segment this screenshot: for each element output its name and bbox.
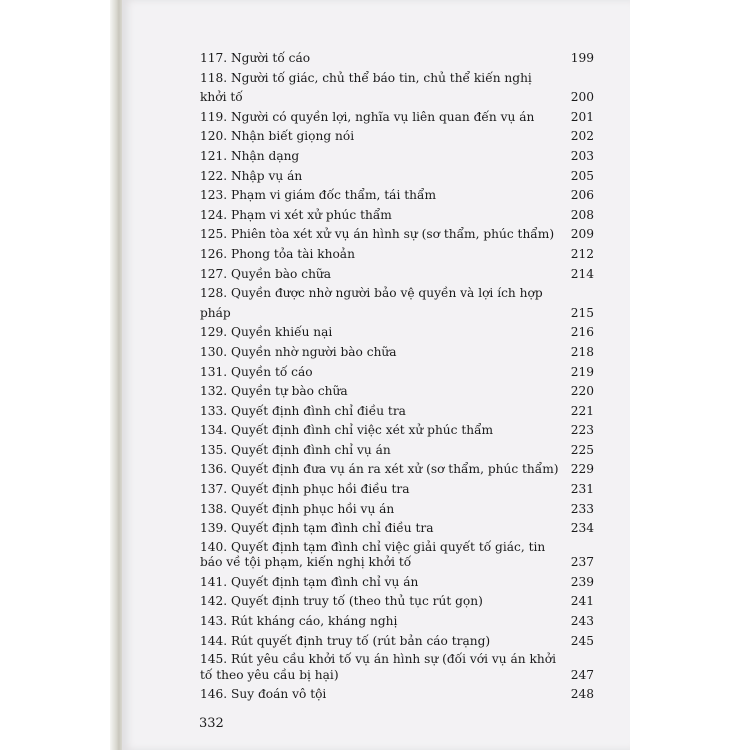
toc-entry-page: 248	[570, 687, 594, 702]
toc-entry-page: 223	[570, 423, 594, 438]
toc-entry-title: 136. Quyết định đưa vụ án ra xét xử (sơ thẩm, phúc thẩm)	[200, 462, 559, 477]
toc-entry-page: 208	[570, 207, 594, 222]
toc-entry-title: 135. Quyết định đình chỉ vụ án	[200, 442, 391, 457]
toc-entry	[200, 573, 594, 593]
toc-entry-page: 233	[570, 501, 594, 516]
toc-entry-title: 138. Quyết định phục hồi vụ án	[200, 501, 395, 516]
toc-entry	[200, 651, 594, 685]
toc-entry-page: 245	[570, 633, 594, 648]
toc-entry-page: 219	[570, 364, 594, 379]
toc-entry	[200, 245, 594, 265]
toc-entry-title: 133. Quyết định đình chỉ điều tra	[200, 403, 406, 418]
toc-entry-title: 145. Rút yêu cầu khởi tố vụ án hình sự (đối với vụ án khởi tố theo yêu cầu bị hại)	[200, 652, 556, 682]
toc-entry	[200, 284, 594, 323]
toc-entry-title: 117. Người tố cáo	[200, 51, 311, 65]
toc-entry-title: 129. Quyền khiếu nại	[200, 325, 333, 340]
toc-entry	[200, 500, 594, 520]
toc-entry	[200, 225, 594, 245]
toc-entry	[200, 441, 594, 461]
toc-entry-page: 220	[570, 384, 594, 399]
toc-entry	[200, 363, 594, 383]
toc-entry	[200, 685, 594, 705]
toc-entry	[200, 186, 594, 206]
toc-entry-title: 142. Quyết định truy tố (theo thủ tục rút gọn)	[200, 594, 483, 609]
toc-entry-page: 241	[570, 594, 594, 609]
toc-entry-title: 130. Quyền nhờ người bào chữa	[200, 344, 397, 359]
toc-entry	[200, 612, 594, 632]
toc-entry	[200, 519, 594, 539]
toc-entry-title: 144. Rút quyết định truy tố (rút bản cáo trạng)	[200, 633, 491, 648]
toc-entry	[200, 69, 594, 108]
toc-entry	[200, 460, 594, 480]
toc-entry	[200, 592, 594, 612]
toc-entry-title: 123. Phạm vi giám đốc thẩm, tái thẩm	[200, 188, 436, 203]
toc-entry-page: 237	[570, 555, 594, 570]
toc-entry-title: 134. Quyết định đình chỉ việc xét xử phúc thẩm	[200, 423, 494, 438]
toc-entry-page: 199	[570, 51, 594, 65]
toc-entry-page: 206	[570, 188, 594, 203]
toc-entry-title: 137. Quyết định phục hồi điều tra	[200, 482, 410, 497]
toc-entry-title: 121. Nhận dạng	[200, 148, 300, 163]
toc-entry-page: 218	[570, 344, 594, 359]
toc-entry-title: 125. Phiên tòa xét xử vụ án hình sự (sơ thẩm, phúc thẩm)	[200, 227, 555, 242]
toc-entry-title: 131. Quyền tố cáo	[200, 364, 313, 379]
toc-entry-title: 146. Suy đoán vô tội	[200, 687, 327, 702]
table-of-contents	[200, 49, 594, 705]
toc-entry-title: 122. Nhập vụ án	[200, 168, 303, 183]
toc-entry-page: 216	[570, 325, 594, 340]
toc-entry-page: 243	[570, 614, 594, 629]
toc-entry-title: 127. Quyền bào chữa	[200, 266, 332, 281]
toc-entry	[200, 480, 594, 500]
toc-entry	[200, 323, 594, 343]
toc-entry-title: 119. Người có quyền lợi, nghĩa vụ liên quan đến vụ án	[200, 109, 535, 124]
toc-entry-title: 126. Phong tỏa tài khoản	[200, 246, 355, 261]
toc-entry-title: 118. Người tố giác, chủ thể báo tin, chủ thể kiến nghị khởi tố	[200, 70, 532, 105]
toc-entry	[200, 167, 594, 187]
toc-entry-page: 247	[570, 667, 594, 682]
toc-entry-page: 209	[570, 227, 594, 242]
toc-entry-title: 128. Quyền được nhờ người bảo vệ quyền và lợi ích hợp pháp	[200, 286, 543, 320]
toc-entry-page: 221	[570, 403, 594, 418]
page-number: 332	[199, 716, 224, 731]
toc-entry	[200, 108, 594, 128]
toc-entry-page: 234	[570, 521, 594, 536]
toc-entry-page: 231	[570, 482, 594, 497]
toc-entry	[200, 539, 594, 573]
toc-entry-title: 132. Quyền tự bào chữa	[200, 384, 348, 399]
toc-entry	[200, 382, 594, 402]
toc-entry-page: 239	[570, 574, 594, 589]
toc-entry	[200, 49, 594, 69]
toc-entry-page: 215	[570, 305, 594, 320]
toc-entry-title: 140. Quyết định tạm đình chỉ việc giải quyết tố giác, tin báo về tội phạm, kiến nghị khởi tố	[200, 539, 546, 570]
toc-entry	[200, 402, 594, 422]
toc-entry-title: 120. Nhận biết giọng nói	[200, 129, 355, 144]
toc-entry-page: 200	[570, 90, 594, 105]
toc-entry	[200, 421, 594, 441]
toc-entry-page: 229	[570, 462, 594, 477]
toc-entry-page: 201	[570, 109, 594, 124]
toc-entry-title: 124. Phạm vi xét xử phúc thẩm	[200, 207, 392, 222]
toc-entry	[200, 632, 594, 652]
toc-entry-title: 139. Quyết định tạm đình chỉ điều tra	[200, 521, 434, 536]
toc-entry-page: 202	[570, 129, 594, 144]
toc-entry-page: 214	[570, 266, 594, 281]
toc-entry-page: 205	[570, 168, 594, 183]
toc-entry-title: 143. Rút kháng cáo, kháng nghị	[200, 614, 398, 629]
toc-entry-page: 212	[570, 246, 594, 261]
toc-entry	[200, 127, 594, 147]
toc-entry	[200, 147, 594, 167]
toc-entry	[200, 206, 594, 226]
toc-entry-title: 141. Quyết định tạm đình chỉ vụ án	[200, 574, 419, 589]
toc-entry	[200, 265, 594, 285]
toc-entry	[200, 343, 594, 363]
toc-entry-page: 203	[570, 148, 594, 163]
toc-entry-page: 225	[570, 442, 594, 457]
